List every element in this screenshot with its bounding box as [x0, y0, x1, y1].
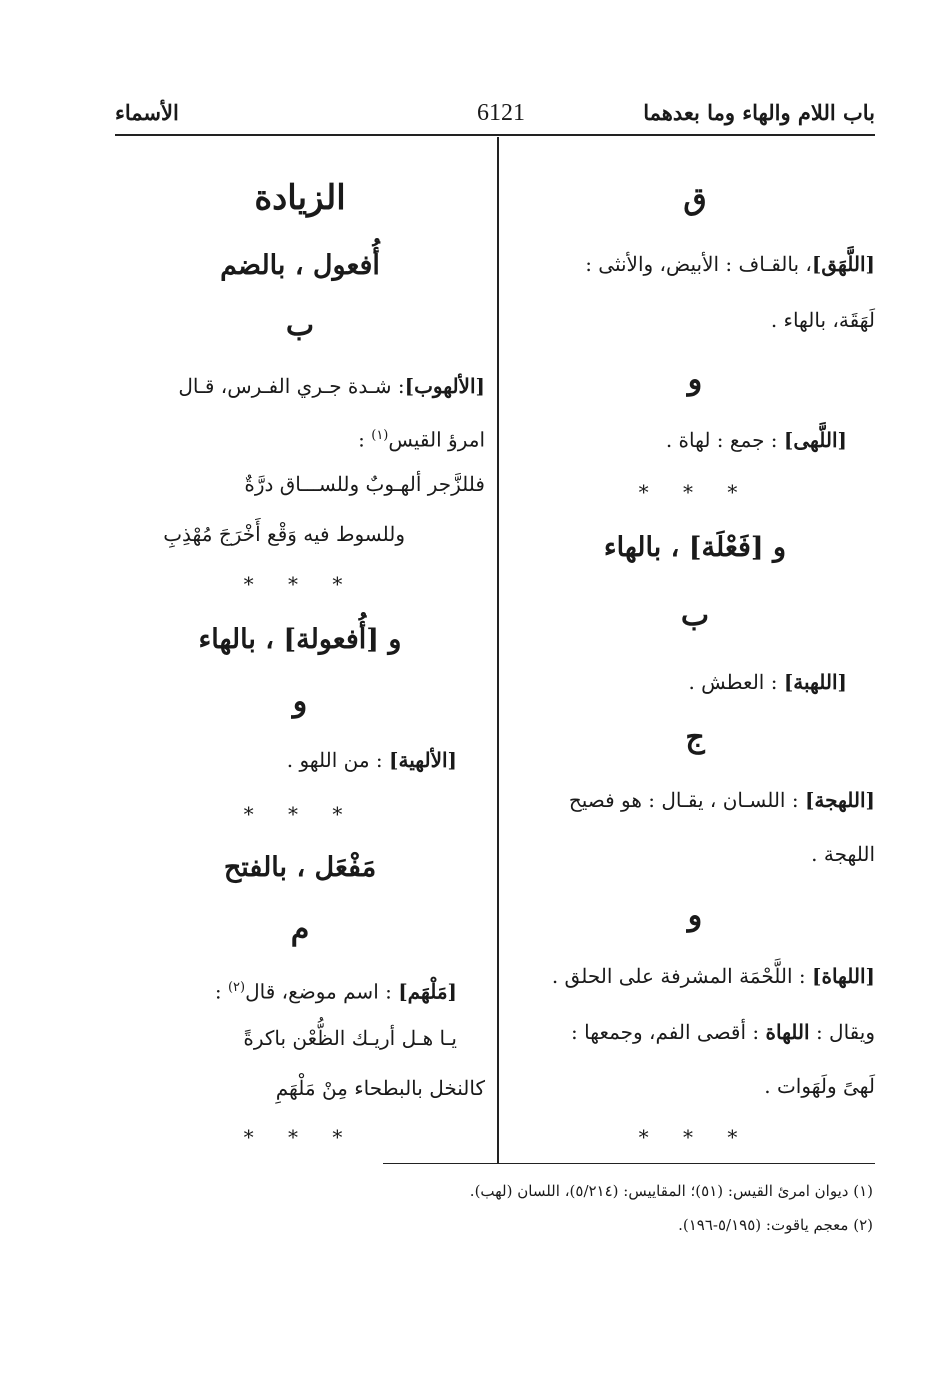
footnote-rule: [383, 1163, 875, 1164]
pattern-heading: أُفعول ، بالضم: [220, 250, 380, 281]
entry-text: :: [214, 979, 222, 1004]
letter-heading: و: [292, 684, 308, 719]
section-separator: * * *: [638, 480, 752, 504]
entry-text: ويقال :: [815, 1020, 875, 1044]
section-separator: * * *: [243, 1125, 357, 1149]
headword: [اللهاة]: [812, 964, 875, 988]
column-divider: [497, 137, 499, 1164]
entry-text: : العطش .: [688, 670, 778, 694]
letter-heading: و: [687, 362, 703, 397]
headword: [اللهجة]: [804, 788, 875, 812]
entry: [115, 736, 485, 784]
entry: [115, 362, 485, 410]
entry-text: : اللسـان ، يقـال : هو فصيح: [568, 788, 799, 812]
entry-continuation: اللهجة .: [811, 842, 875, 866]
entry-text: : شـدة جـري الفـرس، قـال: [178, 374, 405, 398]
entry-text: : اسم موضع، قال: [245, 979, 392, 1004]
letter-heading: م: [290, 912, 310, 947]
entry-continuation: لَهىً ولَهَوات .: [764, 1074, 875, 1098]
letter-heading: ق: [683, 182, 707, 217]
footnote-ref: (٢): [227, 980, 246, 995]
verse-line: كالنخل بالبطحاء مِنْ مَلْهَمِ: [275, 1076, 485, 1100]
entry: [515, 952, 875, 1000]
entry-text: : جمع : لهاة .: [665, 428, 778, 452]
main-heading: الزيادة: [254, 178, 346, 218]
letter-heading: ج: [685, 720, 705, 755]
entry: [515, 776, 875, 824]
headword: اللهاة: [765, 1020, 810, 1044]
entry-text: ، بالقـاف : الأبيض، والأنثى :: [585, 252, 812, 276]
headword: [اللَّهى]: [783, 428, 847, 452]
entry: [515, 416, 875, 464]
pattern-heading: و [فَعْلَة] ، بالهاء: [603, 532, 787, 563]
footnote: (٢) معجم ياقوت: (٥/١٩٥-١٩٦).: [678, 1216, 873, 1234]
headword: [مَلْهَم]: [398, 979, 457, 1004]
page-header: [115, 96, 875, 136]
section-separator: * * *: [243, 572, 357, 596]
footnote: (١) ديوان امرئ القيس: (٥١)؛ المقاييس: (٥/٢١٤)، اللسان (لهب).: [469, 1182, 873, 1200]
entry-text: :: [358, 427, 365, 452]
entry-continuation: [115, 412, 485, 464]
headword: [الألهية]: [389, 748, 457, 772]
verse-line: وللسوط فيه وَقْع أَخْرَجَ مُهْذِبِ: [163, 522, 405, 546]
entry: [515, 658, 875, 706]
entry: [515, 240, 875, 288]
chapter-title: باب اللام والهاء وما بعدهما: [643, 100, 875, 125]
entry: [515, 1008, 875, 1056]
verse-line: فللزَّجر ألهـوبٌ وللســـاق درَّةٌ: [244, 472, 485, 496]
footnote-ref: (١): [371, 428, 389, 443]
entry: [115, 964, 485, 1016]
section-title: الأسماء: [115, 100, 179, 125]
entry-text: : من اللهو .: [286, 748, 383, 772]
verse-line: يـا هـل أريـك الظُّعْن باكرةً: [243, 1026, 457, 1050]
entry-text: : اللَّحْمَة المشرفة على الحلق .: [551, 964, 806, 988]
letter-heading: و: [687, 898, 703, 933]
headword: [الألهوب]: [404, 374, 485, 398]
letter-heading: ب: [680, 598, 710, 633]
header-rule: [115, 134, 875, 136]
entry-text: امرؤ القيس: [388, 427, 485, 452]
section-separator: * * *: [243, 802, 357, 826]
section-separator: * * *: [638, 1125, 752, 1149]
entry-text: : أقصى الفم، وجمعها :: [571, 1020, 760, 1044]
letter-heading: ب: [285, 308, 315, 343]
entry-continuation: لَهَقَة، بالهاء .: [770, 308, 875, 332]
pattern-heading: و [أُفعولة] ، بالهاء: [198, 624, 402, 655]
headword: [اللَّهَق]: [811, 252, 875, 276]
pattern-heading: مَفْعَل ، بالفتح: [223, 852, 377, 883]
page-number: 6121: [477, 100, 525, 126]
headword: [اللهبة]: [783, 670, 847, 694]
